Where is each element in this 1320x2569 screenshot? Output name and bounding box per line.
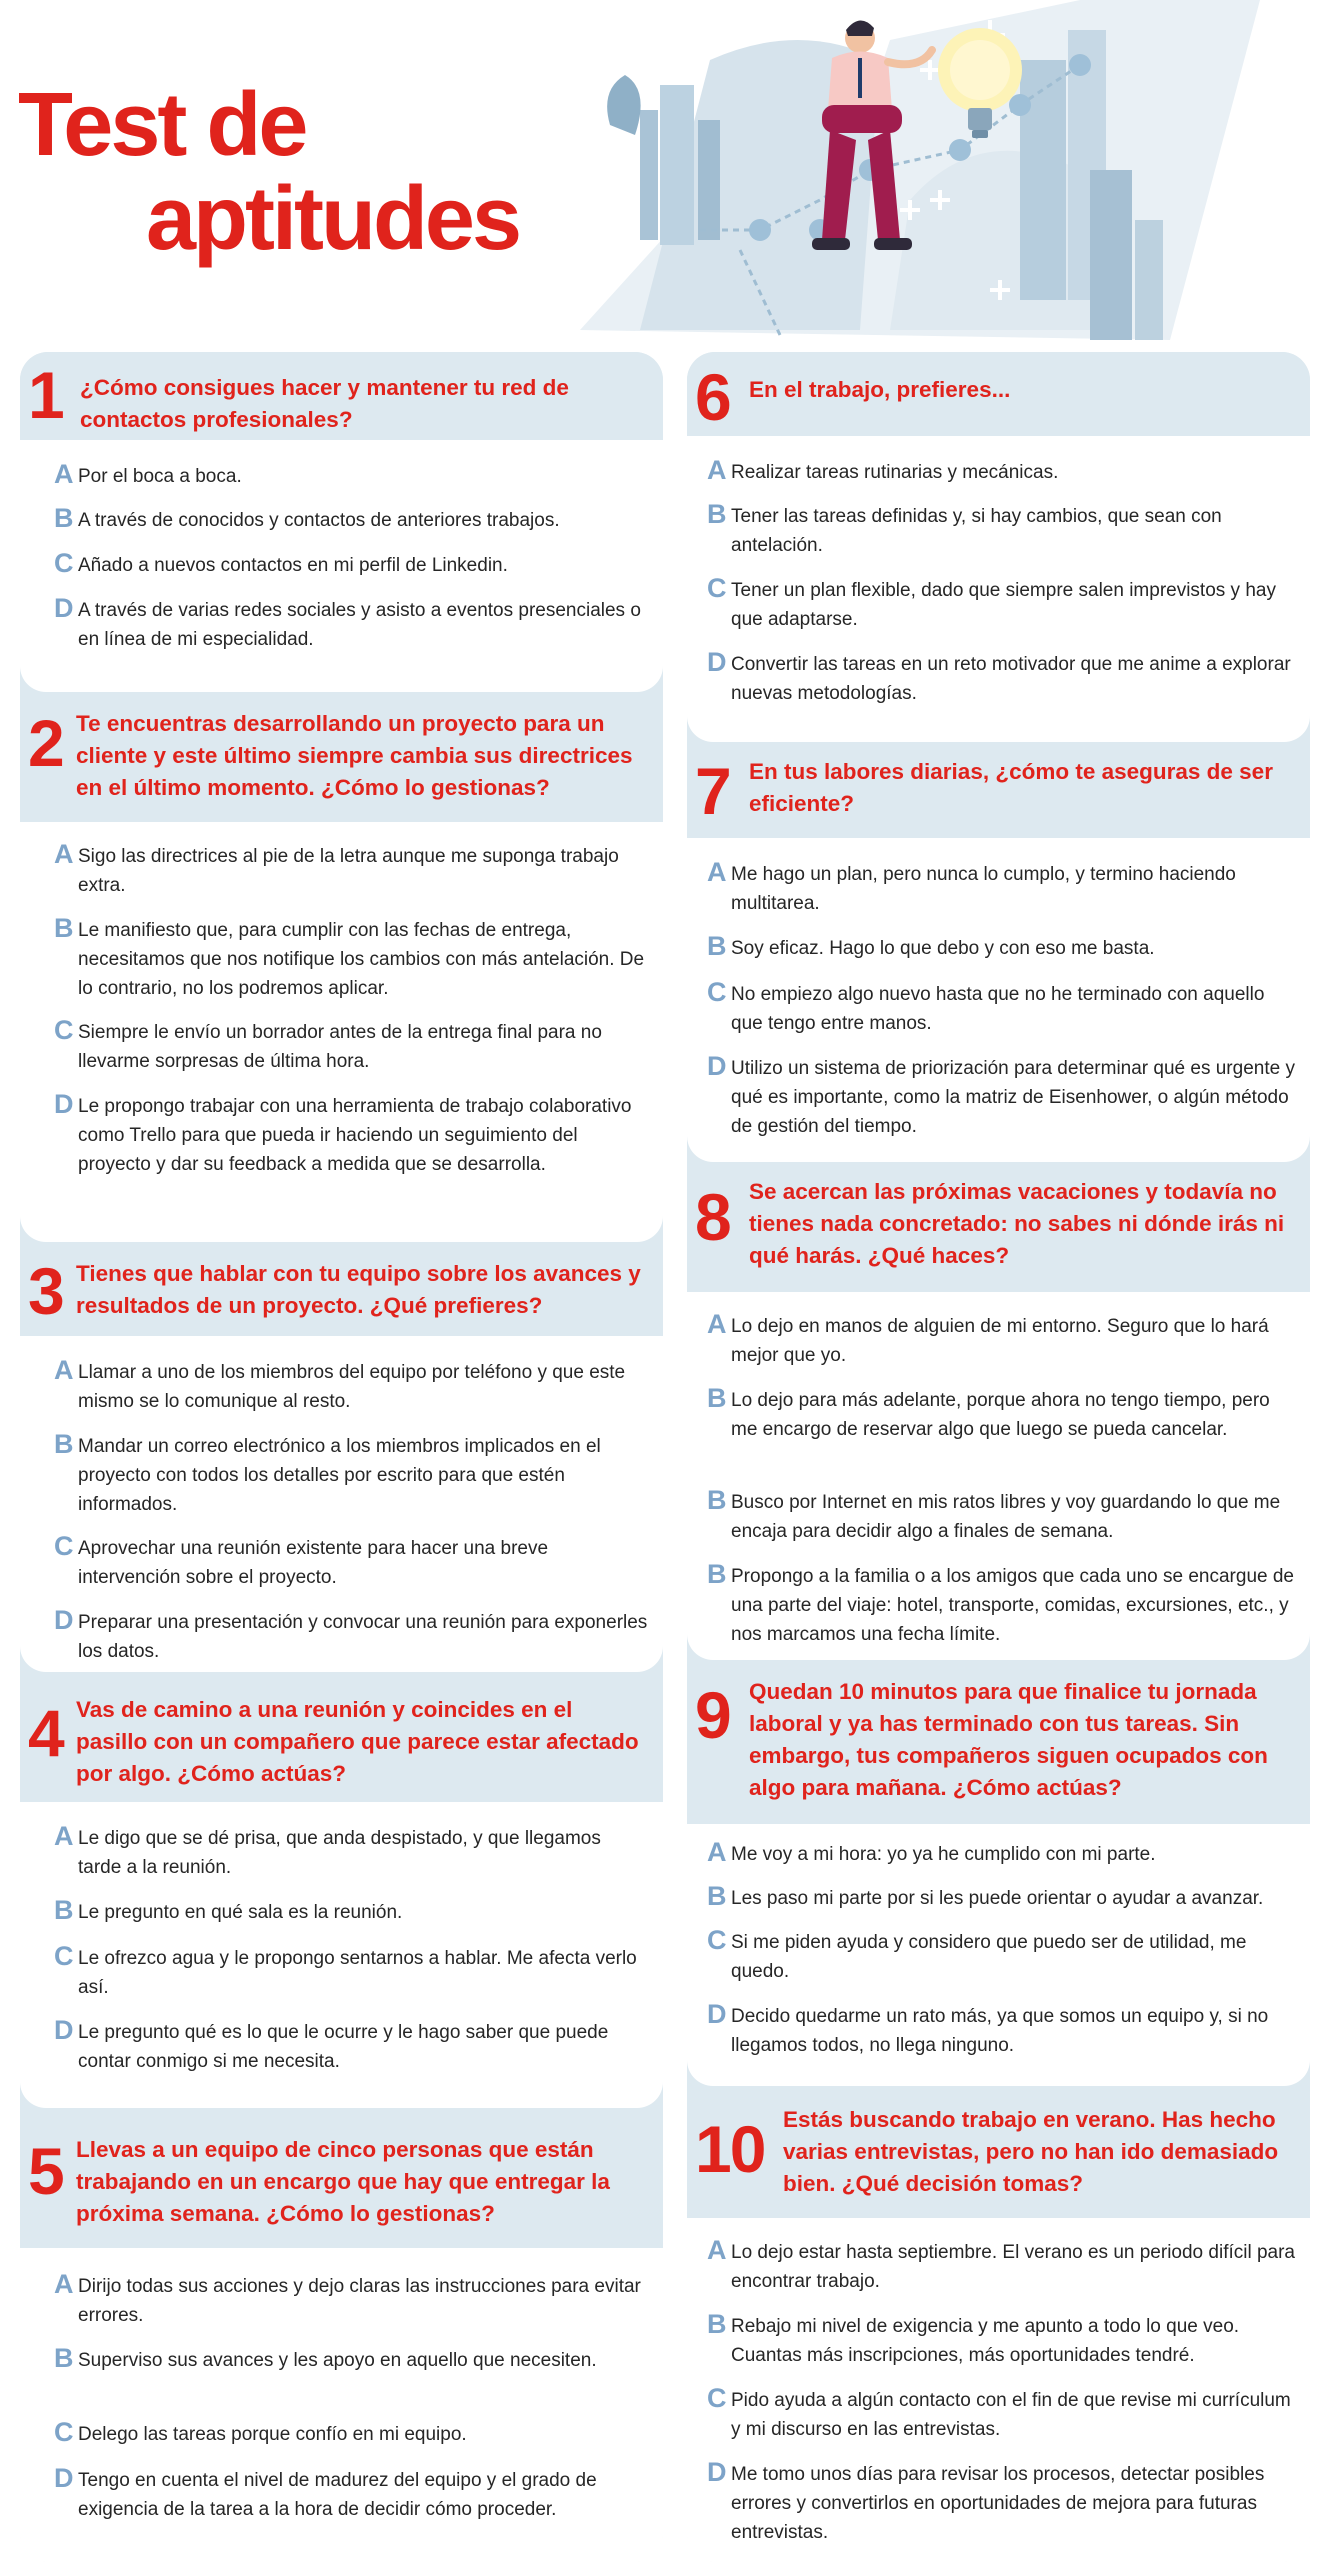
option-text: Tener las tareas definidas y, si hay cambios, que sean con antelación. [731,506,1222,556]
option-letter: B [707,931,727,961]
left-column [20,352,663,2562]
option-letter: C [707,977,727,1007]
question-text: ¿Cómo consigues hacer y mantener tu red de contactos profesionales? [80,375,569,432]
option-text: No empiezo algo nuevo hasta que no he terminado con aquello que tengo entre manos. [731,984,1265,1034]
question-text: En el trabajo, prefieres... [749,377,1011,402]
question-number: 6 [695,360,732,434]
option-letter: B [54,1429,74,1459]
option-text: Aprovechar una reunión existente para hacer una breve intervención sobre el proyecto. [78,1538,549,1588]
option-text: Le pregunto en qué sala es la reunión. [78,1902,403,1923]
question-text: Tienes que hablar con tu equipo sobre los avances y resultados de un proyecto. ¿Qué prefieres? [76,1261,641,1318]
question-options [687,2218,1310,2562]
question-options [687,1824,1310,2086]
option-text: Añado a nuevos contactos en mi perfil de Linkedin. [78,555,508,576]
question-3 [20,1242,663,1672]
option-text: Preparar una presentación y convocar una reunión para exponerles los datos. [78,1612,648,1662]
option-text: Busco por Internet en mis ratos libres y voy guardando lo que me encaja para decidir algo a finales de semana. [731,1492,1281,1542]
option-text: A través de varias redes sociales y asisto a eventos presenciales o en línea de mi especialidad. [78,600,641,650]
option-text: Siempre le envío un borrador antes de la entrega final para no llevarme sorpresas de última hora. [78,1022,602,1072]
option-text: Realizar tareas rutinarias y mecánicas. [731,462,1059,483]
question-number: 8 [695,1180,732,1254]
option-text: Me tomo unos días para revisar los procesos, detectar posibles errores y convertirlos en oportunidades de mejora para futuras entrevistas. [731,2464,1265,2543]
question-options [20,440,663,692]
question-5 [20,2108,663,2562]
option-text: Tengo en cuenta el nivel de madurez del equipo y el grado de exigencia de la tarea a la hora de decidir cómo proceder. [78,2470,597,2520]
option-letter: A [707,1837,727,1867]
question-number: 9 [695,1678,732,1752]
question-header [687,1162,1310,1292]
option-text: Decido quedarme un rato más, ya que somos un equipo y, si no llegamos todos, no llega ninguno. [731,2006,1269,2056]
question-1 [20,352,663,692]
question-header [687,1660,1310,1824]
option-text: Por el boca a boca. [78,466,242,487]
question-text: En tus labores diarias, ¿cómo te aseguras de ser eficiente? [749,759,1273,816]
header-illustration [560,0,1320,350]
option-text: Pido ayuda a algún contacto con el fin de que revise mi currículum y mi discurso en las entrevistas. [731,2390,1291,2440]
question-header [20,1242,663,1336]
option-letter: A [54,839,74,869]
option-text: Convertir las tareas en un reto motivador que me anime a explorar nuevas metodologías. [731,654,1291,704]
question-number: 5 [28,2134,65,2208]
option-text: Llamar a uno de los miembros del equipo por teléfono y que este mismo se lo comunique al resto. [78,1362,626,1412]
option-text: Les paso mi parte por si les puede orientar o ayudar a avanzar. [731,1888,1264,1909]
question-number: 4 [28,1696,65,1770]
option-letter: A [707,2235,727,2265]
question-8 [687,1162,1310,1660]
option-letter: C [707,2383,727,2413]
option-letter: D [54,2015,74,2045]
option-text: Rebajo mi nivel de exigencia y me apunto a todo lo que veo. Cuantas más inscripciones, más oportunidades tendré. [731,2316,1240,2366]
page-title [18,75,520,269]
header [0,0,1320,350]
option-letter: B [54,913,74,943]
question-header [20,692,663,822]
option-text: Tener un plan flexible, dado que siempre salen imprevistos y hay que adaptarse. [731,580,1276,630]
question-header [687,352,1310,436]
option-letter: B [54,1895,74,1925]
option-letter: D [707,1999,727,2029]
option-letter: C [707,1925,727,1955]
question-4 [20,1672,663,2108]
option-letter: A [54,1821,74,1851]
question-options [687,436,1310,742]
question-text: Estás buscando trabajo en verano. Has hecho varias entrevistas, pero no han ido demasiado bien. ¿Qué decisión tomas? [783,2107,1279,2196]
question-number: 7 [695,754,732,828]
option-letter: A [707,455,727,485]
question-number: 3 [28,1254,65,1328]
question-header [20,1672,663,1802]
option-text: Le pregunto qué es lo que le ocurre y le hago saber que puede contar conmigo si me necesita. [78,2022,609,2072]
option-letter: C [707,573,727,603]
question-options [20,1802,663,2108]
question-text: Llevas a un equipo de cinco personas que están trabajando en un encargo que hay que entregar la próxima semana. ¿Cómo lo gestionas? [76,2137,610,2226]
option-letter: C [54,1941,74,1971]
question-10 [687,2086,1310,2562]
option-text: Soy eficaz. Hago lo que debo y con eso me basta. [731,938,1155,959]
option-text: Me voy a mi hora: yo ya he cumplido con mi parte. [731,1844,1156,1865]
option-letter: A [54,459,74,489]
option-letter: A [54,1355,74,1385]
option-text: Utilizo un sistema de priorización para determinar qué es urgente y qué es importante, como la matriz de Eisenhower, o algún método de gestión del tiempo. [731,1058,1295,1137]
option-text: Lo dejo para más adelante, porque ahora no tengo tiempo, pero me encargo de reservar algo que luego se pueda cancelar. [731,1390,1270,1440]
option-letter: B [707,1485,727,1515]
option-letter: C [54,2417,74,2447]
option-letter: B [707,1383,727,1413]
option-text: Dirijo todas sus acciones y dejo claras las instrucciones para evitar errores. [78,2276,641,2326]
option-letter: B [54,503,74,533]
option-letter: A [54,2269,74,2299]
option-text: Superviso sus avances y les apoyo en aquello que necesiten. [78,2350,597,2371]
question-text: Quedan 10 minutos para que finalice tu jornada laboral y ya has terminado con tus tareas. Sin embargo, tus compañeros siguen ocupados con algo para mañana. ¿Cómo actúas? [749,1679,1268,1800]
option-letter: B [707,499,727,529]
option-letter: D [54,1089,74,1119]
question-number: 2 [28,706,65,780]
question-number: 1 [28,358,65,432]
option-text: Mandar un correo electrónico a los miembros implicados en el proyecto con todos los detalles por escrito para que estén informados. [78,1436,601,1515]
option-text: Sigo las directrices al pie de la letra aunque me suponga trabajo extra. [78,846,619,896]
option-letter: C [54,1531,74,1561]
option-letter: D [707,2457,727,2487]
option-text: Le propongo trabajar con una herramienta de trabajo colaborativo como Trello para que pueda ir haciendo un seguimiento del proyecto y dar su feedback a medida que se desarrolla. [78,1096,632,1175]
option-letter: D [54,1605,74,1635]
option-letter: C [54,548,74,578]
option-text: Lo dejo estar hasta septiembre. El verano es un periodo difícil para encontrar trabajo. [731,2242,1295,2292]
title-line-1: Test de [18,75,306,175]
question-options [687,838,1310,1162]
question-7 [687,742,1310,1162]
option-letter: B [54,2343,74,2373]
option-text: Si me piden ayuda y considero que puedo ser de utilidad, me quedo. [731,1932,1247,1982]
option-letter: D [707,1051,727,1081]
option-letter: B [707,1559,727,1589]
question-header [687,742,1310,838]
question-options [20,2248,663,2562]
option-letter: C [54,1015,74,1045]
question-header [687,2086,1310,2218]
question-9 [687,1660,1310,2086]
option-text: Le ofrezco agua y le propongo sentarnos a hablar. Me afecta verlo así. [78,1948,637,1998]
option-letter: D [707,647,727,677]
question-options [687,1292,1310,1660]
question-text: Se acercan las próximas vacaciones y todavía no tienes nada concretado: no sabes ni dónde irás ni qué harás. ¿Qué haces? [749,1179,1285,1268]
option-letter: A [707,857,727,887]
option-text: Le manifiesto que, para cumplir con las fechas de entrega, necesitamos que nos notifique los cambios con más antelación. De lo contrario, no los podremos aplicar. [78,920,645,999]
option-letter: A [707,1309,727,1339]
option-text: Lo dejo en manos de alguien de mi entorno. Seguro que lo hará mejor que yo. [731,1316,1269,1366]
question-options [20,822,663,1242]
option-letter: B [707,2309,727,2339]
question-number: 10 [695,2112,765,2186]
option-text: Le digo que se dé prisa, que anda despistado, y que llegamos tarde a la reunión. [78,1828,601,1878]
option-text: Delego las tareas porque confío en mi equipo. [78,2424,467,2445]
question-header [20,352,663,440]
option-letter: B [707,1881,727,1911]
right-column [687,352,1310,2562]
question-text: Vas de camino a una reunión y coincides en el pasillo con un compañero que parece estar afectado por algo. ¿Cómo actúas? [76,1697,639,1786]
question-options [20,1336,663,1672]
option-letter: D [54,2463,74,2493]
question-text: Te encuentras desarrollando un proyecto para un cliente y este último siempre cambia sus directrices en el último momento. ¿Cómo lo gestionas? [76,711,633,800]
title-line-2: aptitudes [146,169,520,269]
option-letter: D [54,593,74,623]
question-header [20,2108,663,2248]
option-text: Me hago un plan, pero nunca lo cumplo, y termino haciendo multitarea. [731,864,1236,914]
question-2 [20,692,663,1242]
option-text: A través de conocidos y contactos de anteriores trabajos. [78,510,560,531]
option-text: Propongo a la familia o a los amigos que cada uno se encargue de una parte del viaje: hotel, transporte, comidas, excursiones, etc., y nos marcamos una fecha límite. [731,1566,1294,1645]
question-6 [687,352,1310,742]
